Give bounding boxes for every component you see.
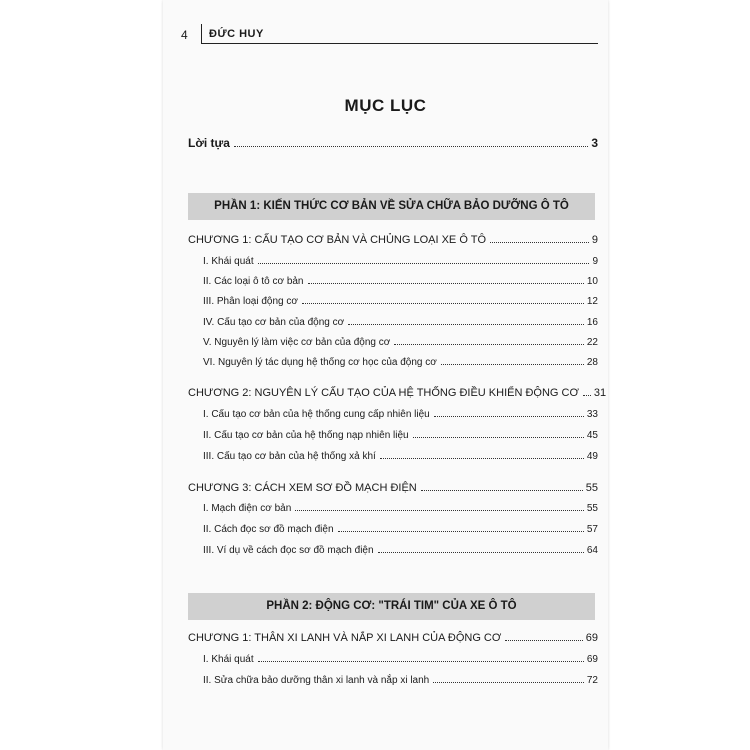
toc-section[interactable] <box>203 317 598 328</box>
leader-dots <box>421 490 583 491</box>
toc-entry-page: 22 <box>586 337 598 348</box>
toc-entry-label: CHƯƠNG 2: NGUYÊN LÝ CẤU TẠO CỦA HỆ THỐNG ĐIỀU KHIỂN ĐỘNG CƠ <box>188 387 579 399</box>
toc-entry-label: I. Khái quát <box>203 256 254 267</box>
author-name: ĐỨC HUY <box>209 28 264 40</box>
toc-chapter[interactable] <box>188 482 598 494</box>
leader-dots <box>295 510 584 511</box>
leader-dots <box>302 303 584 304</box>
toc-entry-page: 12 <box>586 296 598 307</box>
toc-section[interactable] <box>203 451 598 462</box>
leader-dots <box>583 395 591 396</box>
toc-entry-page: 9 <box>591 234 598 246</box>
toc-entry-label: II. Các loại ô tô cơ bản <box>203 276 304 287</box>
leader-dots <box>308 283 584 284</box>
toc-entry-page: 49 <box>586 451 598 462</box>
toc-section[interactable] <box>203 337 598 348</box>
toc-section[interactable] <box>203 503 598 514</box>
toc-section[interactable] <box>203 256 598 267</box>
toc-entry-label: V. Nguyên lý làm việc cơ bản của động cơ <box>203 337 391 348</box>
toc-entry-page: 10 <box>586 276 598 287</box>
toc-chapter[interactable] <box>188 632 598 644</box>
toc-entry-label: III. Phân loại động cơ <box>203 296 298 307</box>
leader-dots <box>348 324 584 325</box>
book-page <box>163 0 608 750</box>
toc-entry-label: Lời tựa <box>188 136 230 150</box>
toc-entry-page: 3 <box>591 136 598 150</box>
toc-entry-label: IV. Cấu tạo cơ bản của động cơ <box>203 317 345 328</box>
toc-section[interactable] <box>203 524 598 535</box>
toc-entry-label: I. Mạch điện cơ bản <box>203 503 292 514</box>
part-heading: PHẦN 1: KIẾN THỨC CƠ BẢN VỀ SỬA CHỮA BẢO DƯỠNG Ô TÔ <box>188 193 595 220</box>
toc-entry-page: 45 <box>586 430 598 441</box>
leader-dots <box>338 531 584 532</box>
page-header <box>163 22 608 48</box>
leader-dots <box>434 416 584 417</box>
toc-entry-page: 72 <box>586 675 598 686</box>
toc-section[interactable] <box>203 276 598 287</box>
toc-chapter[interactable] <box>188 387 607 399</box>
toc-entry-label: I. Khái quát <box>203 654 254 665</box>
toc-section[interactable] <box>203 654 598 665</box>
leader-dots <box>394 344 584 345</box>
leader-dots <box>505 640 582 641</box>
toc-entry-page: 28 <box>586 357 598 368</box>
page-number: 4 <box>181 28 188 42</box>
toc-section[interactable] <box>203 296 598 307</box>
part-heading: PHẦN 2: ĐỘNG CƠ: "TRÁI TIM" CỦA XE Ô TÔ <box>188 593 595 620</box>
toc-entry-page: 16 <box>586 317 598 328</box>
leader-dots <box>490 242 589 243</box>
toc-entry-label: CHƯƠNG 1: THÂN XI LANH VÀ NẮP XI LANH CỦA ĐỘNG CƠ <box>188 632 502 644</box>
toc-entry-label: CHƯƠNG 3: CÁCH XEM SƠ ĐỒ MẠCH ĐIỆN <box>188 482 417 494</box>
leader-dots <box>441 364 584 365</box>
toc-entry-page: 69 <box>586 654 598 665</box>
toc-entry-page: 64 <box>586 545 598 556</box>
leader-dots <box>378 552 584 553</box>
leader-dots <box>234 146 588 147</box>
header-rule <box>201 43 598 44</box>
toc-section[interactable] <box>203 357 598 368</box>
toc-entry-page: 9 <box>592 256 598 267</box>
toc-entry-page: 55 <box>585 482 598 494</box>
toc-entry-label: III. Cấu tạo cơ bản của hệ thống xả khí <box>203 451 376 462</box>
toc-chapter[interactable] <box>188 234 598 246</box>
toc-entry-label: CHƯƠNG 1: CẤU TẠO CƠ BẢN VÀ CHỦNG LOẠI XE Ô TÔ <box>188 234 487 246</box>
header-divider <box>201 24 202 44</box>
leader-dots <box>258 263 590 264</box>
leader-dots <box>413 437 584 438</box>
toc-entry-label: III. Ví dụ về cách đọc sơ đồ mạch điện <box>203 545 374 556</box>
toc-entry-page: 33 <box>586 409 598 420</box>
toc-entry-label: II. Cấu tạo cơ bản của hệ thống nạp nhiên liệu <box>203 430 409 441</box>
toc-title: MỤC LỤC <box>344 96 427 115</box>
leader-dots <box>258 661 584 662</box>
toc-section[interactable] <box>203 409 598 420</box>
toc-entry-page: 69 <box>585 632 598 644</box>
toc-section[interactable] <box>203 675 598 686</box>
toc-entry-label: II. Sửa chữa bảo dưỡng thân xi lanh và nắp xi lanh <box>203 675 430 686</box>
toc-entry-page: 31 <box>593 387 607 399</box>
toc-entry-label: I. Cấu tạo cơ bản của hệ thống cung cấp nhiên liệu <box>203 409 430 420</box>
toc-section[interactable] <box>203 545 598 556</box>
toc-entry-page: 55 <box>586 503 598 514</box>
toc-section[interactable] <box>203 430 598 441</box>
leader-dots <box>433 682 584 683</box>
leader-dots <box>380 458 584 459</box>
toc-entry-page: 57 <box>586 524 598 535</box>
toc-entry-preface[interactable] <box>188 136 598 150</box>
toc-entry-label: II. Cách đọc sơ đồ mạch điện <box>203 524 334 535</box>
toc-entry-label: VI. Nguyên lý tác dụng hệ thống cơ học của động cơ <box>203 357 437 368</box>
